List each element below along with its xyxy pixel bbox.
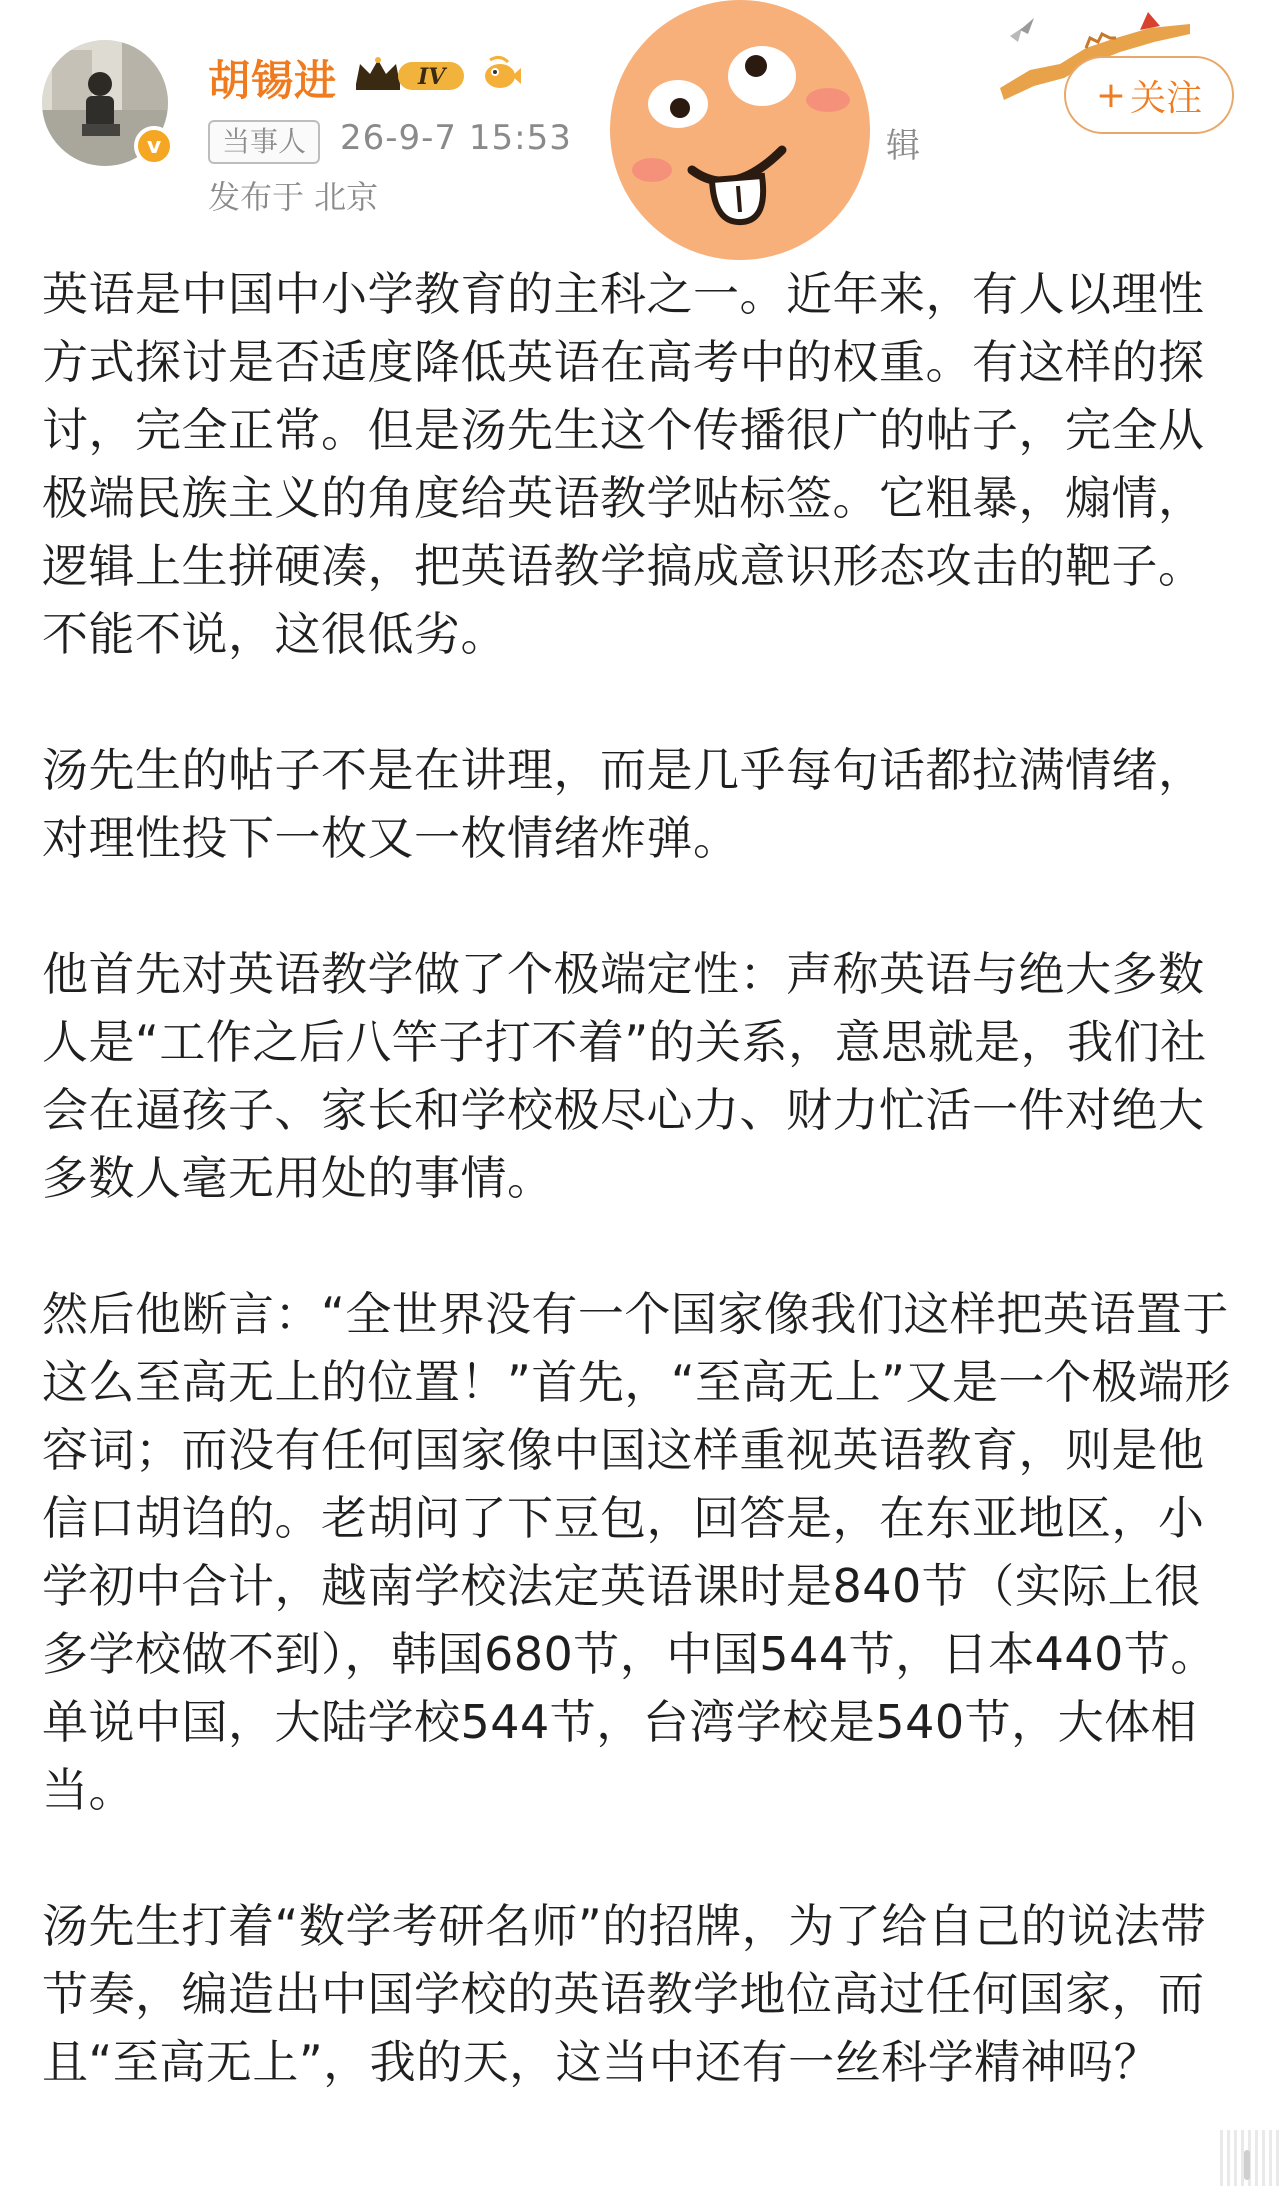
tongue-out-face-sticker-icon bbox=[592, 0, 892, 270]
post-paragraph: 英语是中国中小学教育的主科之一。近年来，有人以理性方式探讨是否适度降低英语在高考中的权重。有这样的探讨，完全正常。但是汤先生这个传播很广的帖子，完全从极端民族主义的角度给英语教学贴标签。它粗暴，煽情，逻辑上生拼硬凑，把英语教学搞成意识形态攻击的靶子。不能不说，这很低劣。 bbox=[42, 267, 1205, 661]
scrollbar[interactable] bbox=[1244, 2150, 1250, 2180]
crown-rank-badge-icon bbox=[352, 54, 470, 94]
plus-icon: + bbox=[1095, 74, 1127, 116]
post-timestamp: 26-9-7 15:53 bbox=[340, 118, 572, 158]
verified-badge-icon bbox=[134, 126, 174, 166]
watermark-stripes bbox=[1220, 2130, 1280, 2186]
edited-label: 辑 bbox=[886, 126, 920, 166]
follow-button[interactable] bbox=[1064, 56, 1234, 134]
svg-text:IV: IV bbox=[418, 64, 446, 90]
post-paragraph: 汤先生打着“数学考研名师”的招牌，为了给自己的说法带节奏，编造出中国学校的英语教学地位高过任何国家，而且“至高无上”，我的天，这当中还有一丝科学精神吗？ bbox=[42, 1899, 1207, 2089]
post-paragraph: 他首先对英语教学做了个极端定性：声称英语与绝大多数人是“工作之后八竿子打不着”的关系，意思就是，我们社会在逼孩子、家长和学校极尽心力、财力忙活一件对绝大多数人毫无用处的事情。 bbox=[42, 947, 1207, 1205]
post-paragraph: 汤先生的帖子不是在讲理，而是几乎每句话都拉满情绪，对理性投下一枚又一枚情绪炸弹。 bbox=[42, 743, 1205, 865]
post-header bbox=[0, 0, 1280, 216]
post-paragraph: 然后他断言：“全世界没有一个国家像我们这样把英语置于这么至高无上的位置！”首先，“至高无上”又是一个极端形容词；而没有任何国家像中国这样重视英语教育，则是他信口胡诌的。老胡问了下豆包，回答是，在东亚地区，小学初中合计，越南学校法定英语课时是840节（实际上很多学校做不到），韩国680节，中国544节，日本440节。单说中国，大陆学校544节，台湾学校是540节，大体相当。 bbox=[42, 1287, 1231, 1817]
insider-tag: 当事人 bbox=[208, 120, 320, 164]
username[interactable]: 胡锡进 bbox=[208, 56, 338, 105]
verified-mark: v bbox=[146, 133, 162, 159]
fish-emoji-icon bbox=[480, 54, 522, 94]
follow-label: 关注 bbox=[1130, 77, 1203, 119]
post-location: 发布于 北京 bbox=[208, 178, 379, 216]
post-body bbox=[42, 260, 1238, 2096]
